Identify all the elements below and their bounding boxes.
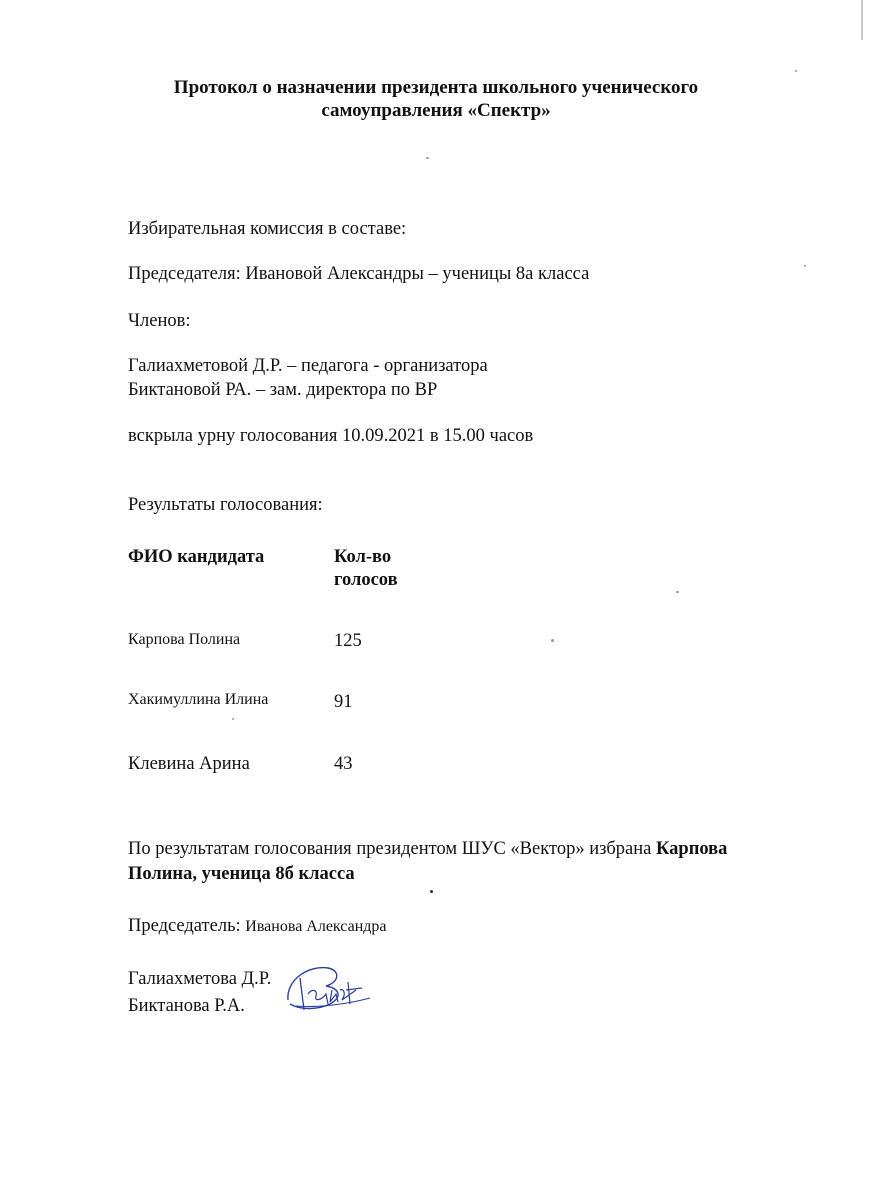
table-header-name: ФИО кандидата	[128, 547, 265, 567]
chair-sign-name: Иванова Александра	[245, 918, 387, 935]
chair-signature-line	[128, 915, 387, 938]
scan-speck	[795, 70, 797, 72]
scan-speck	[232, 718, 234, 720]
member-1: Галиахметовой Д.Р. – педагога - организатора	[128, 356, 488, 376]
scan-edge-mark	[861, 0, 863, 40]
chair-sign-label: Председатель:	[128, 916, 246, 936]
document-title	[0, 76, 872, 122]
handwritten-signature	[278, 960, 378, 1020]
signer-2: Биктанова Р.А.	[128, 996, 245, 1016]
scan-speck	[551, 639, 554, 642]
signer-1: Галиахметова Д.Р.	[128, 969, 272, 989]
candidate-name: Карпова Полина	[128, 631, 241, 648]
scan-speck	[676, 591, 679, 593]
members-label: Членов:	[128, 311, 191, 331]
candidate-name: Хакимуллина Илина	[128, 691, 269, 708]
table-header-votes-2: голосов	[334, 570, 398, 590]
title-line-2: самоуправления «Спектр»	[321, 100, 551, 121]
results-label: Результаты голосования:	[128, 495, 323, 515]
opened-line: вскрыла урну голосования 10.09.2021 в 15.00 часов	[128, 426, 534, 446]
candidate-votes: 125	[334, 631, 362, 651]
table-header-votes-1: Кол-во	[334, 547, 392, 567]
scan-speck	[804, 265, 806, 267]
chair-line: Председателя: Ивановой Александры – ученицы 8а класса	[128, 264, 590, 284]
winner-surname: Карпова	[656, 839, 728, 859]
title-line-1: Протокол о назначении президента школьного ученического	[173, 77, 699, 98]
candidate-name: Клевина Арина	[128, 754, 250, 774]
commission-intro: Избирательная комиссия в составе:	[128, 219, 407, 239]
conclusion-line-2: Полина, ученица 8б класса	[128, 864, 355, 884]
member-2: Биктановой РА. – зам. директора по ВР	[128, 380, 438, 400]
conclusion-prefix: По результатам голосования президентом ШУС «Вектор» избрана	[128, 839, 657, 859]
conclusion-line-1	[128, 838, 727, 860]
scan-speck	[426, 157, 429, 159]
scan-speck	[430, 890, 433, 893]
candidate-votes: 91	[334, 692, 353, 712]
candidate-votes: 43	[334, 754, 353, 774]
